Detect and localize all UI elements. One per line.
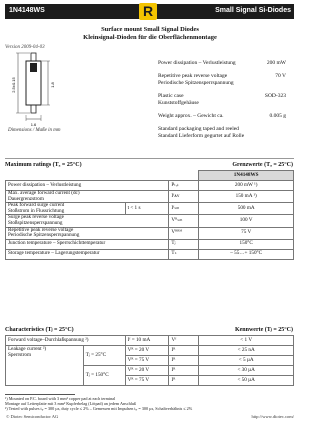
package-drawing xyxy=(6,51,62,128)
spec-value-weight: 0.005 g xyxy=(269,113,286,119)
column-header: 1N4148WS xyxy=(199,171,294,181)
row-label: Forward voltage–Durchlaßspannung ²) xyxy=(6,336,126,346)
row-condition: Vᴿ = 75 V xyxy=(125,376,169,386)
divider xyxy=(5,158,294,159)
row-value: < 30 µA xyxy=(199,366,294,376)
spec-label-vrrm-en: Repetitive peak reverse voltage xyxy=(158,73,228,79)
title-de: Kleinsignal-Dioden für die Oberflächenmontage xyxy=(83,34,217,41)
characteristics-title-de: Kennwerte (Tⱼ = 25°C) xyxy=(234,327,293,333)
footnote-1b: Montage auf Leiterplatte mit 3 mm² Kupferbelag (Lötpad) an jedem Anschluß xyxy=(5,401,137,406)
row-symbol: Vᶠ xyxy=(169,336,199,346)
table-row xyxy=(6,336,294,346)
table-row xyxy=(6,239,294,249)
table-row xyxy=(6,249,294,259)
row-value: 150°C xyxy=(199,239,294,249)
row-symbol: Iᶠᴀᴠ xyxy=(169,191,199,203)
spec-label-vrrm-de: Periodische Spitzensperrspannung xyxy=(158,80,234,86)
lead-bottom xyxy=(31,105,36,113)
row-value: 500 mA xyxy=(199,203,294,215)
row-value: 100 V xyxy=(199,215,294,227)
row-symbol: Vᴿᴿᴹ xyxy=(169,227,199,239)
table-row xyxy=(6,181,294,191)
row-label: Repetitive peak reverse voltage Periodische Spitzensperrspannung xyxy=(6,227,169,239)
footer-url[interactable]: http://www.diotec.com/ xyxy=(251,414,294,419)
lead-top xyxy=(31,53,36,61)
row-temperature: Tⱼ = 25°C xyxy=(83,346,125,366)
table-header-row xyxy=(6,171,294,181)
spec-value-power: 200 mW xyxy=(266,60,286,66)
row-symbol: Tⱼ xyxy=(169,239,199,249)
spec-label-case-en: Plastic case xyxy=(158,93,184,99)
row-value: < 5 µA xyxy=(199,356,294,366)
dim-a-label: 2.5±0.15 xyxy=(11,77,16,93)
row-label: Peak forward surge current Stoßstrom in Flussrichtung xyxy=(6,203,126,215)
max-ratings-title-de: Grenzwerte (Tₐ = 25°C) xyxy=(232,162,293,168)
footnote-2: ²) Tested with pulses tₚ = 300 µs, duty cycle ≤ 2% – Gemessen mit Impulsen tₚ = 300 µs, Schaltverhältnis ≤ 2% xyxy=(5,406,193,411)
footer-copyright: © Diotec Semiconductor AG xyxy=(6,414,59,419)
spec-value-vrrm: 70 V xyxy=(275,73,286,79)
footnote-divider xyxy=(5,394,75,395)
max-ratings-title-en: Maximum ratings (Tₐ = 25°C) xyxy=(5,162,82,168)
part-number: 1N4148WS xyxy=(9,7,45,14)
row-symbol: Iᴿ xyxy=(169,356,199,366)
row-symbol: Iᴿ xyxy=(169,346,199,356)
title-en: Surface mount Small Signal Diodes xyxy=(101,26,199,33)
characteristics-title-en: Characteristics (Tⱼ = 25°C) xyxy=(5,327,74,333)
row-condition: Vᴿ = 20 V xyxy=(125,366,169,376)
row-value: – 55…+ 150°C xyxy=(199,249,294,259)
brand-logo-letter: R xyxy=(142,3,154,19)
row-value: < 50 µA xyxy=(199,376,294,386)
row-value: 150 mA ¹) xyxy=(199,191,294,203)
row-symbol: Tₛ xyxy=(169,249,199,259)
dim-c-label: 1.6 xyxy=(30,122,37,127)
dim-b-label: 1.8 xyxy=(50,82,55,88)
spec-label-packaging-en: Standard packaging taped and reeled xyxy=(158,126,239,132)
footnote-1a: ¹) Mounted on P.C. board with 3 mm² copper pad at each terminal xyxy=(5,396,116,401)
dimensions-caption: Dimensions / Maße in mm xyxy=(8,128,61,133)
table-row xyxy=(6,191,294,203)
row-condition: Iᶠ = 10 mA xyxy=(125,336,169,346)
table-row xyxy=(6,346,294,356)
spec-label-power: Power dissipation – Verlustleistung xyxy=(158,60,236,66)
category: Small Signal Si-Diodes xyxy=(215,7,291,14)
row-value: 200 mW ¹) xyxy=(199,181,294,191)
spec-label-case-de: Kunststoffgehäuse xyxy=(158,100,199,106)
row-label: Power dissipation – Verlustleistung xyxy=(6,181,169,191)
version-label: Version 2009-04-03 xyxy=(5,45,45,50)
row-temperature: Tⱼ = 150°C xyxy=(83,366,125,386)
row-condition: Vᴿ = 20 V xyxy=(125,346,169,356)
max-ratings-table xyxy=(5,170,294,260)
row-symbol: Iᶠₛₘ xyxy=(169,203,199,215)
row-label: Max. average forward current (dc) Dauergrenzstrom xyxy=(6,191,169,203)
row-symbol: Iᴿ xyxy=(169,366,199,376)
row-label: Leakage current ²) Sperrstrom xyxy=(6,346,84,386)
spec-label-packaging-de: Standard Lieferform gegurtet auf Rolle xyxy=(158,133,245,139)
table-row xyxy=(6,203,294,215)
row-symbol: Vᴿₛₘ xyxy=(169,215,199,227)
row-label: Junction temperature – Sperrschichttemperatur xyxy=(6,239,169,249)
row-value: 75 V xyxy=(199,227,294,239)
row-value: < 1 V xyxy=(199,336,294,346)
row-label: Surge peak reverse voltage Stoßspitzensperrspannung xyxy=(6,215,169,227)
table-row xyxy=(6,227,294,239)
row-value: < 25 nA xyxy=(199,346,294,356)
spec-value-case: SOD-323 xyxy=(264,93,286,99)
spec-label-weight: Weight approx. – Gewicht ca. xyxy=(158,113,224,119)
characteristics-table xyxy=(5,335,294,386)
row-label: Storage temperature – Lagerungstemperatur xyxy=(6,249,169,259)
row-symbol: Iᴿ xyxy=(169,376,199,386)
cathode-band xyxy=(30,63,37,72)
row-symbol: Pₜₒₜ xyxy=(169,181,199,191)
row-condition: t < 1 s xyxy=(125,203,169,215)
row-condition: Vᴿ = 75 V xyxy=(125,356,169,366)
table-row xyxy=(6,215,294,227)
